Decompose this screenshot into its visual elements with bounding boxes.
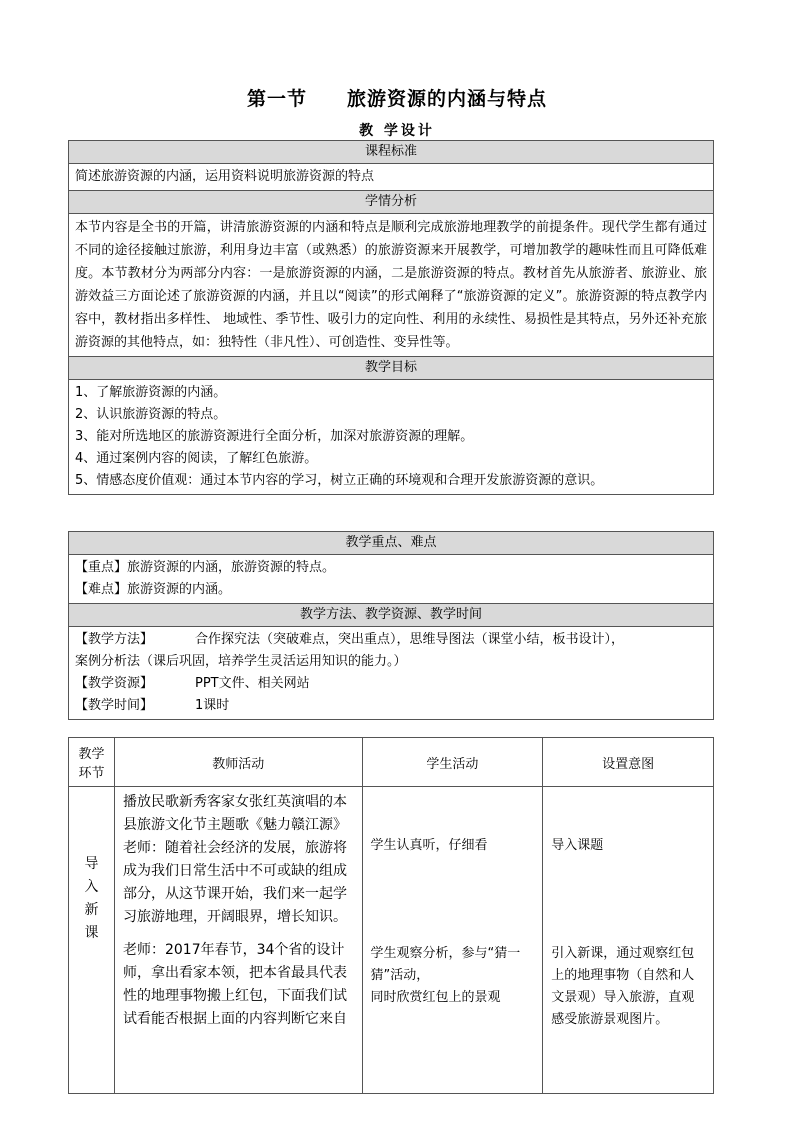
table-header-row xyxy=(69,738,714,787)
hard-point xyxy=(75,579,707,601)
intent-1: 导入课题 xyxy=(551,838,604,853)
time-row xyxy=(75,695,707,717)
page-subtitle: 教 学设计 xyxy=(359,123,435,139)
curriculum-content: 简述旅游资源的内涵，运用资料说明旅游资源的特点 xyxy=(69,164,713,191)
key-text: 旅游资源的内涵，旅游资源的特点。 xyxy=(127,560,336,575)
page-title xyxy=(0,84,794,111)
analysis-content: 本节内容是全书的开篇，讲清旅游资源的内涵和特点是顺利完成旅游地理教学的前提条件。现代学生都有通过不同的途径接触过旅游，利用身边丰富（或熟悉）的旅游资源来开展教学，可增加教学的趣味性而且可降低难度。本节教材分为两部分内容：一是旅游资源的内涵，二是旅游资源的特点。教材首先从旅游者、旅游业、旅游效益三方面论述了旅游资源的内涵，并且以“阅读”的形式阐释了“旅游资源的定义”。旅游资源的特点教学内容中，教材指出多样性、 地域性、季节性、吸引力的定向性、利用的永续性、易损性是其特点，另外还补充旅游资源的其他特点，如：独特性（非凡性）、可创造性、变异性等。 xyxy=(69,214,713,357)
student-activity-1: 学生认真听，仔细看 xyxy=(370,838,488,853)
intent-header: 设置意图 xyxy=(543,738,714,787)
resource-tag: 【教学资源】 xyxy=(75,676,154,691)
analysis-section xyxy=(69,191,713,357)
objective-item: 1、了解旅游资源的内涵。 xyxy=(75,385,227,400)
methods-content xyxy=(69,627,713,719)
teacher-cell xyxy=(114,787,362,1094)
stage-cell xyxy=(69,787,115,1094)
analysis-header: 学情分析 xyxy=(69,191,713,214)
curriculum-section xyxy=(69,141,713,191)
resource-row xyxy=(75,673,707,695)
stage-header-line2: 环节 xyxy=(78,766,105,781)
design-table-middle xyxy=(68,531,714,720)
methods-header: 教学方法、教学资源、教学时间 xyxy=(69,604,713,627)
method-row xyxy=(75,629,707,651)
teacher-activity-2: 老师：2017年春节，34个省的设计师，拿出看家本领，把本省最具代表性的地理事物搬上红包，下面我们试试看能否根据上面的内容判断它来自 xyxy=(122,942,347,1027)
curriculum-header: 课程标准 xyxy=(69,141,713,164)
method-text-continued: 案例分析法（课后巩固，培养学生灵活运用知识的能力。） xyxy=(75,654,407,669)
objective-item: 4、通过案例内容的阅读，了解红色旅游。 xyxy=(75,451,318,466)
keypoints-content xyxy=(69,555,713,604)
section-number: 第一节 xyxy=(246,88,307,110)
method-tag: 【教学方法】 xyxy=(75,632,154,647)
design-table-top xyxy=(68,140,714,495)
student-activity-2b: 同时欣赏红包上的景观 xyxy=(370,990,501,1005)
time-tag: 【教学时间】 xyxy=(75,698,154,713)
hard-tag: 【难点】 xyxy=(75,582,128,597)
section-name: 旅游资源的内涵与特点 xyxy=(347,88,548,110)
keypoints-header: 教学重点、难点 xyxy=(69,532,713,555)
resource-text: PPT文件、相关网站 xyxy=(195,676,310,691)
key-point xyxy=(75,557,707,579)
keypoints-section xyxy=(69,532,713,604)
time-text: 1课时 xyxy=(195,698,230,713)
student-cell xyxy=(362,787,543,1094)
lesson-process-table xyxy=(68,737,714,1094)
objective-item: 2、认识旅游资源的特点。 xyxy=(75,407,227,422)
objective-item: 3、能对所选地区的旅游资源进行全面分析，加深对旅游资源的理解。 xyxy=(75,429,474,444)
table-row xyxy=(69,787,714,1094)
methods-section xyxy=(69,604,713,719)
stage-text: 导入新课 xyxy=(84,856,99,941)
student-header: 学生活动 xyxy=(362,738,543,787)
stage-header-line1: 教学 xyxy=(78,747,105,762)
teacher-header: 教师活动 xyxy=(114,738,362,787)
objectives-list xyxy=(69,380,713,494)
hard-text: 旅游资源的内涵。 xyxy=(127,582,232,597)
student-activity-2a: 学生观察分析，参与“猜一猜”活动， xyxy=(370,946,521,983)
objectives-header: 教学目标 xyxy=(69,357,713,380)
stage-header xyxy=(69,738,115,787)
objective-item: 5、情感态度价值观：通过本节内容的学习，树立正确的环境观和合理开发旅游资源的意识。 xyxy=(75,473,604,488)
intent-2: 引入新课，通过观察红包上的地理事物（自然和人文景观）导入旅游，直观感受旅游景观图片。 xyxy=(551,946,695,1027)
intent-cell xyxy=(543,787,714,1094)
method-text: 合作探究法（突破难点，突出重点），思维导图法（课堂小结，板书设计）， xyxy=(195,632,625,647)
teacher-activity-1: 播放民歌新秀客家女张红英演唱的本县旅游文化节主题歌《魅力赣江源》老师：随着社会经济的发展，旅游将成为我们日常生活中不可或缺的组成部分，从这节课开始，我们来一起学习旅游地理，开阔眼界，增长知识。 xyxy=(122,794,347,925)
objectives-section xyxy=(69,357,713,494)
key-tag: 【重点】 xyxy=(75,560,128,575)
